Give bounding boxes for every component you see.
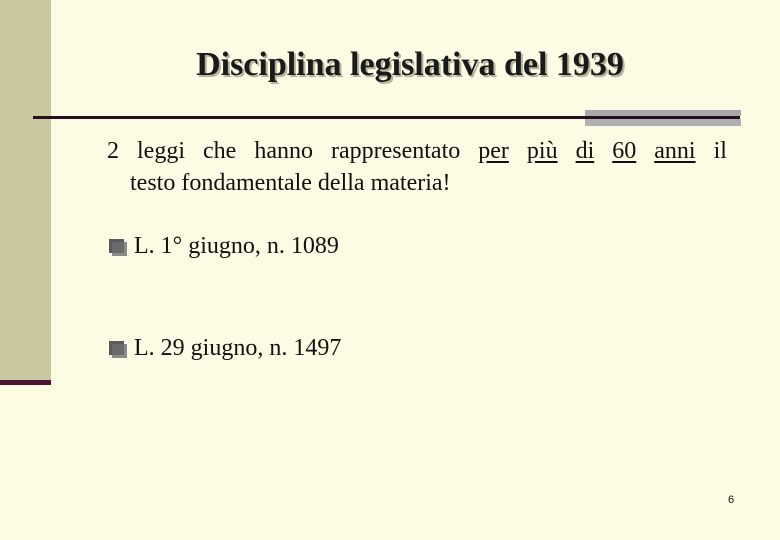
bullet-text: L. 1° giugno, n. 1089 xyxy=(134,233,339,259)
slide-title: Disciplina legislativa del 1939 xyxy=(196,46,624,83)
q-bullet-icon xyxy=(108,340,128,358)
intro-word: il xyxy=(713,138,727,164)
intro-underlined-word: di xyxy=(575,138,595,164)
title-rule-accent-lower xyxy=(585,119,741,126)
bullet-text: L. 29 giugno, n. 1497 xyxy=(134,335,342,361)
bullet-item xyxy=(108,335,341,362)
left-decorative-bar xyxy=(0,0,51,382)
intro-word: che xyxy=(203,138,237,164)
intro-paragraph xyxy=(107,135,727,199)
intro-word: 2 xyxy=(107,138,119,164)
intro-line-1 xyxy=(107,135,727,167)
intro-line-2: testo fondamentale della materia! xyxy=(130,170,451,196)
left-bar-accent xyxy=(0,380,51,385)
intro-word: leggi xyxy=(137,138,185,164)
q-bullet-icon xyxy=(108,238,128,256)
intro-underlined-word: più xyxy=(526,138,558,164)
bullet-item xyxy=(108,233,339,260)
intro-underlined-word: per xyxy=(478,138,509,164)
intro-word: rappresentato xyxy=(330,138,461,164)
page-number: 6 xyxy=(727,494,735,506)
intro-underlined-word: anni xyxy=(654,138,696,164)
title-rule-accent xyxy=(585,110,741,116)
intro-underlined-word: 60 xyxy=(612,138,637,164)
intro-word: hanno xyxy=(254,138,313,164)
